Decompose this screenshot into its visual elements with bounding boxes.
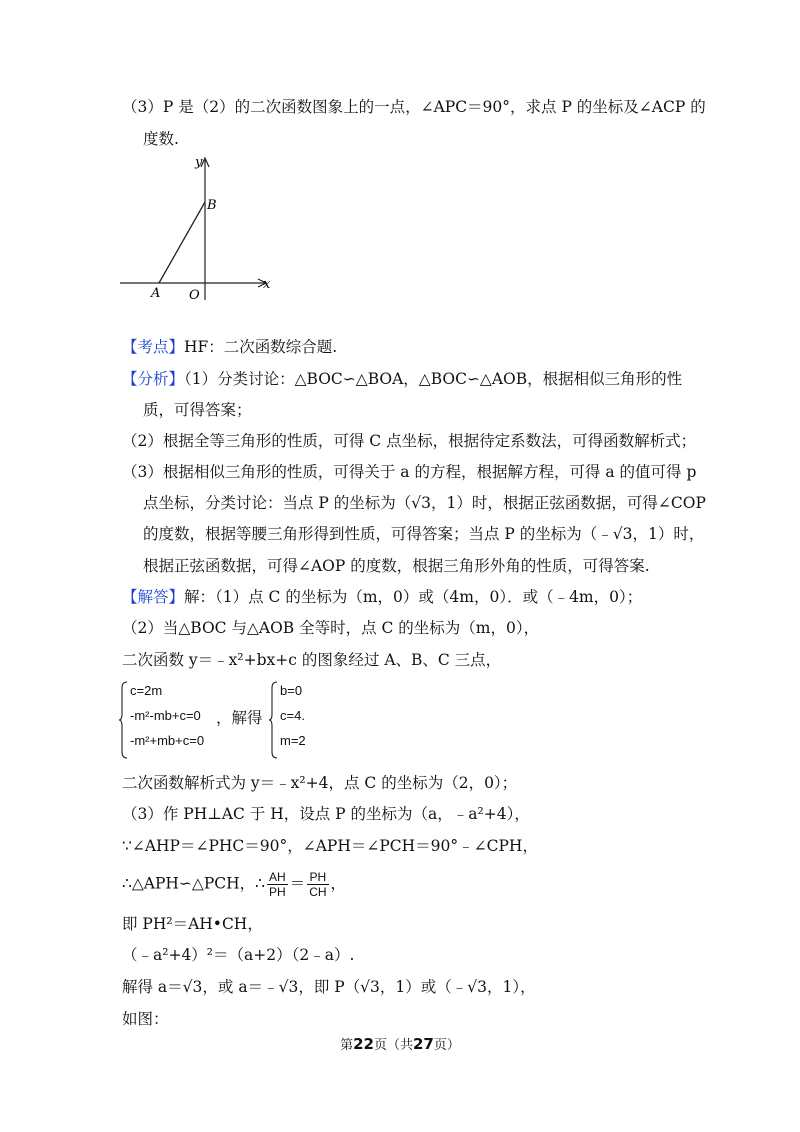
jieda-text-7a: ∴△APH∽△PCH，∴: [122, 874, 265, 893]
jieda-line-10: 解得 a＝√3，或 a＝﹣√3，即 P（√3，1）或（﹣√3，1），: [122, 978, 536, 996]
fraction-ah-ph: [267, 870, 288, 899]
sys-right-eq-2: [280, 703, 305, 728]
fenxi-line-1: [122, 368, 682, 390]
jieda-line-6: ∵∠AHP＝∠PHC＝90°，∠APH＝∠PCH＝90°﹣∠CPH，: [122, 837, 538, 855]
jieda-text-7b: ，: [330, 874, 347, 893]
jieda-line-1: [122, 586, 642, 608]
x-axis-label: x: [263, 277, 271, 292]
sys-left-eq-2: -m²-mb+c=0: [130, 708, 201, 723]
sys-solve-text: ，解得: [216, 709, 263, 727]
kaodian-line: [122, 336, 337, 358]
jieda-line-4: 二次函数解析式为 y＝﹣x²+4，点 C 的坐标为（2，0）；: [122, 774, 518, 792]
page-footer: [0, 1034, 800, 1053]
jieda-tag: 【解答】: [122, 588, 185, 606]
jieda-line-3: 二次函数 y＝﹣x²+bx+c 的图象经过 A、B、C 三点，: [122, 651, 502, 669]
fenxi-text-1: （1）分类讨论：△BOC∽△BOA，△BOC∽△AOB，根据相似三角形的性: [184, 370, 683, 388]
frac2-numerator: PH: [307, 870, 328, 885]
footer-page-number: 22: [353, 1035, 374, 1053]
y-axis-label: y: [195, 155, 203, 170]
jieda-line-7: [122, 870, 346, 899]
point-b-label: B: [207, 198, 217, 213]
frac-equals: ＝: [289, 874, 306, 893]
fenxi-line-5: 点坐标，分类讨论：当点 P 的坐标为（√3，1）时，根据正弦函数据，可得∠COP: [143, 494, 706, 512]
jieda-line-8: 即 PH²＝AH•CH，: [122, 915, 263, 933]
coordinate-figure: [115, 150, 280, 305]
sys-left-eq-3: -m²+mb+c=0: [130, 733, 205, 748]
sys-right-eq-2-text: c=4: [280, 708, 302, 723]
footer-suffix: 页）: [433, 1038, 460, 1053]
right-brace: [268, 680, 278, 760]
jieda-line-5: （3）作 PH⊥AC 于 H，设点 P 的坐标为（a，﹣a²+4），: [122, 805, 530, 823]
sys-right-eq-3: m=2: [280, 733, 306, 748]
kaodian-text: HF：二次函数综合题.: [184, 338, 338, 356]
sys-left-eq-1: c=2m: [130, 683, 163, 698]
jieda-line-9: （﹣a²+4）²＝（a+2）（2﹣a）.: [122, 946, 355, 964]
frac1-denominator: PH: [269, 885, 286, 899]
frac1-numerator: AH: [269, 870, 286, 884]
footer-mid: 页（共: [373, 1038, 413, 1053]
equation-system: [118, 680, 358, 760]
point-o-label: O: [189, 288, 200, 303]
question-line-2: 度数.: [143, 130, 179, 148]
fenxi-line-7: 根据正弦函数据，可得∠AOP 的度数，根据三角形外角的性质，可得答案.: [143, 557, 650, 575]
footer-total-pages: 27: [413, 1035, 434, 1053]
jieda-text-1: 解：（1）点 C 的坐标为（m，0）或（4m，0）．或（﹣4m，0）；: [184, 588, 643, 606]
fenxi-line-3: （2）根据全等三角形的性质，可得 C 点坐标，根据待定系数法，可得函数解析式；: [122, 432, 697, 450]
fenxi-tag: 【分析】: [122, 370, 185, 388]
fenxi-line-6: 的度数，根据等腰三角形得到性质，可得答案；当点 P 的坐标为（﹣√3，1）时，: [143, 525, 705, 543]
jieda-line-2: （2）当△BOC 与△AOB 全等时，点 C 的坐标为（m，0），: [122, 619, 540, 637]
kaodian-tag: 【考点】: [122, 338, 185, 356]
fenxi-line-4: （3）根据相似三角形的性质，可得关于 a 的方程，根据解方程，可得 a 的值可得 p: [122, 463, 697, 481]
fenxi-line-2: 质，可得答案；: [143, 401, 252, 419]
sys-dot: .: [301, 708, 305, 723]
left-brace: [118, 680, 128, 760]
sys-right-eq-1: b=0: [280, 683, 303, 698]
question-line-1: （3）P 是（2）的二次函数图象上的一点，∠APC＝90°，求点 P 的坐标及∠ACP 的: [122, 98, 706, 116]
jieda-line-11: 如图：: [122, 1010, 169, 1028]
fraction-ph-ch: [307, 870, 328, 899]
frac2-denominator: CH: [309, 885, 327, 899]
footer-prefix: 第: [340, 1038, 354, 1053]
point-a-label: A: [151, 286, 161, 301]
segment-ab: [159, 202, 205, 283]
